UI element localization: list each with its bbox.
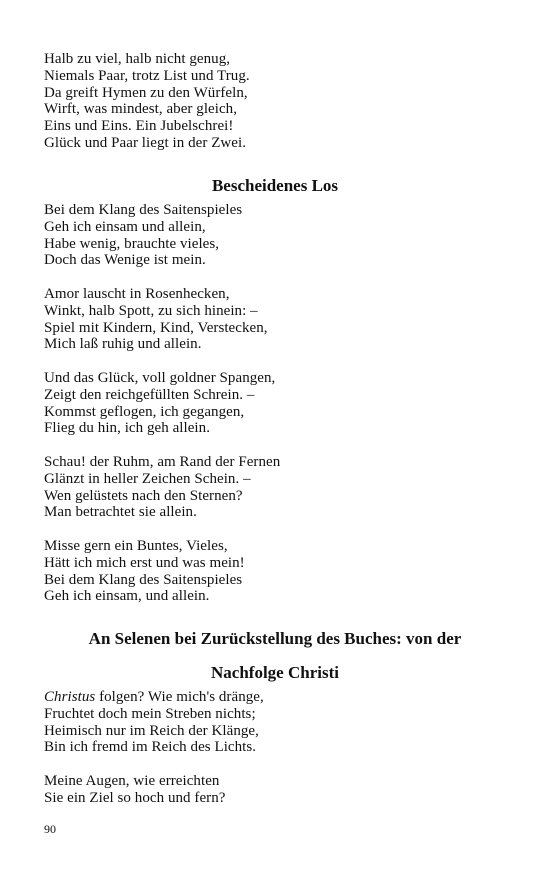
poem-stanza-2: Amor lauscht in Rosenhecken, Winkt, halb Spott, zu sich hinein: – Spiel mit Kindern, Kind, Verstecken, Mich laß ruhig und allein. xyxy=(44,286,268,353)
poem-title-bescheidenes-los: Bescheidenes Los xyxy=(211,176,339,195)
poem-stanza-4: Schau! der Ruhm, am Rand der Fernen Glänzt in heller Zeichen Schein. – Wen gelüstets nach den Sternen? Man betrachtet sie allein. xyxy=(44,454,281,521)
poem-title-an-selenen-line-1: An Selenen bei Zurückstellung des Buches: von der xyxy=(88,629,462,648)
poem-stanza-3: Und das Glück, voll goldner Spangen, Zeigt den reichgefüllten Schrein. – Kommst geflogen, ich gegangen, Flieg du hin, ich geh allein. xyxy=(44,370,276,437)
poem-stanza-lines: Fruchtet doch mein Streben nichts; Heimisch nur im Reich der Klänge, Bin ich fremd im Reich des Lichts. xyxy=(44,705,259,756)
poem-stanza-1: Bei dem Klang des Saitenspieles Geh ich einsam und allein, Habe wenig, brauchte vieles, Doch das Wenige ist mein. xyxy=(44,202,243,269)
continued-poem-stanza: Halb zu viel, halb nicht genug, Niemals Paar, trotz List und Trug. Da greift Hymen zu den Würfeln, Wirft, was mindest, aber gleich, Eins und Eins. Ein Jubelschrei! Glück und Paar liegt in der Zwei. xyxy=(44,51,250,151)
poem-stanza-2: Meine Augen, wie erreichten Sie ein Ziel so hoch und fern? xyxy=(44,773,226,806)
poem-stanza-5: Misse gern ein Buntes, Vieles, Hätt ich mich erst und was mein! Bei dem Klang des Saitenspieles Geh ich einsam, und allein. xyxy=(44,538,245,605)
emphasized-word: Christus xyxy=(44,689,96,705)
first-line-rest: folgen? Wie mich's dränge, xyxy=(95,689,264,705)
poem-stanza-first-line xyxy=(44,689,514,706)
page-number: 90 xyxy=(44,822,56,836)
poem-title-an-selenen-line-2: Nachfolge Christi xyxy=(211,663,339,682)
